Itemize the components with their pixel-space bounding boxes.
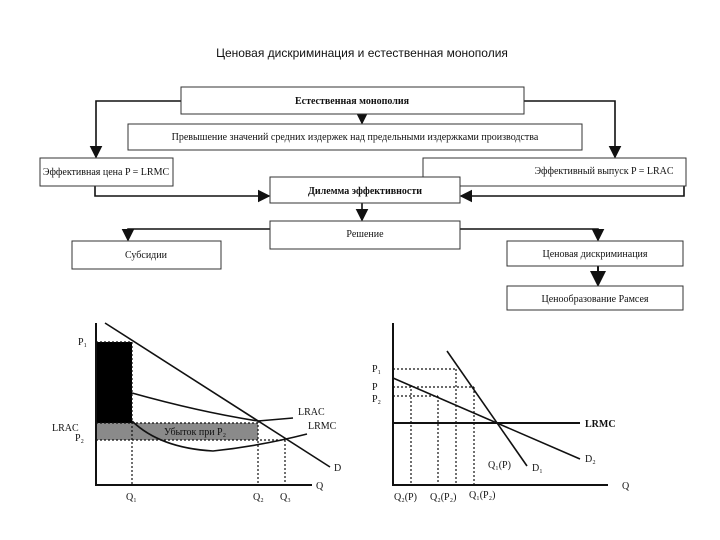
right-chart — [372, 323, 630, 503]
box-efficient-price — [40, 158, 173, 186]
q2p2-label: Q₂(P₂) — [430, 492, 457, 503]
dilemma-label: Дилемма эффективности — [308, 186, 422, 197]
lrac-label: LRAC — [298, 407, 325, 418]
page-title: Ценовая дискриминация и естественная монополия — [216, 46, 508, 60]
q2-label: Q₂ — [253, 492, 264, 503]
box-ramsey — [507, 286, 683, 310]
demand-d2-line — [393, 378, 580, 459]
subsidies-label: Субсидии — [125, 250, 167, 261]
ramsey-label: Ценообразование Рамсея — [541, 294, 649, 305]
left-chart — [52, 323, 341, 503]
box-subsidies — [72, 241, 221, 269]
q2p-label: Q₂(P) — [394, 492, 417, 503]
p2-label: P₂ — [75, 433, 85, 444]
box-efficient-output — [423, 158, 686, 186]
d2-label: D₂ — [585, 454, 596, 465]
box-natural-monopoly — [181, 87, 524, 114]
efficient-output-label: Эффективный выпуск P = LRAC — [534, 166, 674, 177]
p-label-right: P — [372, 382, 378, 393]
natural-monopoly-label: Естественная монополия — [294, 96, 410, 107]
lrmc-label-right: LRMC — [585, 419, 616, 430]
efficient-price-label: Эффективная цена P = LRMC — [42, 167, 170, 178]
q1-label: Q₁ — [126, 492, 137, 503]
p1-label: P₁ — [78, 337, 88, 348]
q3-label: Q₃ — [280, 492, 291, 503]
d1-label: D₁ — [532, 463, 543, 474]
box-dilemma — [270, 177, 460, 203]
excess-costs-label: Превышение значений средних издержек над предельными издержками производства — [171, 132, 539, 143]
q1p-label: Q₁(P) — [488, 460, 511, 471]
demand-label: D — [334, 463, 342, 474]
black-area — [96, 342, 132, 423]
box-excess-costs — [128, 124, 582, 150]
q1p2-label: Q₁(P₂) — [469, 490, 496, 501]
demand-d1-line — [447, 351, 527, 466]
box-price-discrimination — [507, 241, 683, 266]
q-axis-label: Q — [316, 481, 324, 492]
lrmc-label: LRMC — [308, 421, 337, 432]
lrac-axis-label: LRAC — [52, 423, 79, 434]
lrac-curve — [132, 393, 293, 421]
p2-label-right: P₂ — [372, 394, 382, 405]
q-axis-label-right: Q — [622, 481, 630, 492]
box-solution — [270, 221, 460, 249]
price-discrimination-label: Ценовая дискриминация — [542, 249, 648, 260]
solution-label: Решение — [346, 229, 384, 240]
loss-label: Убыток при P₂ — [164, 427, 227, 438]
p1-label-right: P₁ — [372, 364, 382, 375]
